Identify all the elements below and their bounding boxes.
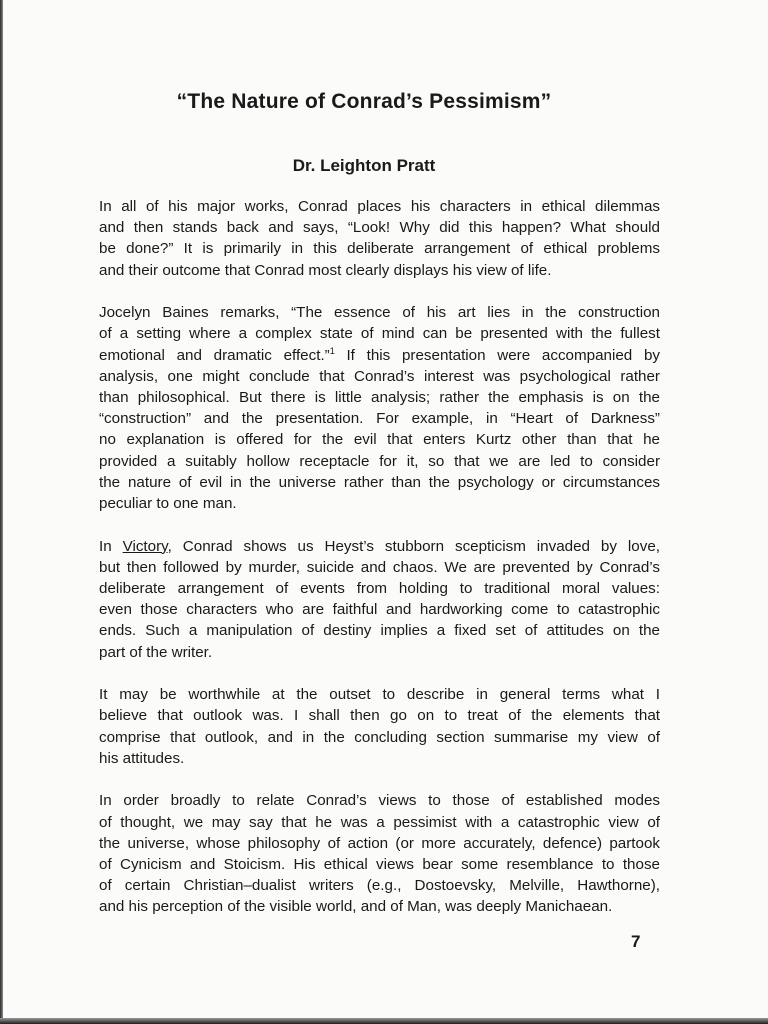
- page-bottom-edge: [0, 1018, 768, 1024]
- author-name: Dr. Leighton Pratt: [292, 156, 436, 175]
- text-line: than philosophical. But there is little analysis; rather the emphasis is on the: [99, 389, 660, 407]
- page-number: 7: [631, 932, 641, 951]
- text-line: It may be worthwhile at the outset to describe in general terms what I: [99, 686, 660, 704]
- text-line: and then stands back and says, “Look! Why did this happen? What should: [99, 219, 660, 237]
- body-text: [72, 196, 660, 939]
- text-line: Jocelyn Baines remarks, “The essence of his art lies in the construction: [99, 304, 660, 322]
- text-line: and his perception of the visible world, and of Man, was deeply Manichaean.: [99, 898, 613, 916]
- text-line: even those characters who are faithful and hardworking come to catastrophic: [99, 601, 660, 619]
- text-line: In order broadly to relate Conrad’s views to those of established modes: [99, 792, 660, 810]
- text-segment: emotional and dramatic effect.”: [99, 346, 330, 364]
- paragraph: [72, 196, 660, 281]
- text-line: [72, 536, 660, 557]
- text-line: his attitudes.: [99, 749, 185, 767]
- text-line: [72, 345, 660, 366]
- text-line: analysis, one might conclude that Conrad’s interest was psychological rather: [99, 367, 660, 385]
- paragraph: [72, 684, 660, 769]
- text-line: and their outcome that Conrad most clearly displays his view of life.: [99, 261, 552, 279]
- text-line: believe that outlook was. I shall then go on to treat of the elements that: [99, 707, 660, 725]
- text-segment: , Conrad shows us Heyst’s stubborn scepticism invaded by love,: [167, 537, 660, 555]
- text-line: of a setting where a complex state of mind can be presented with the fullest: [99, 325, 660, 343]
- page-left-edge: [0, 0, 3, 1024]
- underlined-title: Victory: [122, 537, 168, 555]
- text-line: but then followed by murder, suicide and chaos. We are prevented by Conrad’s: [99, 558, 660, 576]
- text-line: the universe, whose philosophy of action (or more accurately, defence) partook: [99, 834, 660, 852]
- text-line: provided a suitably hollow receptacle for it, so that we are led to consider: [99, 452, 660, 470]
- text-line: deliberate arrangement of events from holding to traditional moral values:: [99, 580, 660, 598]
- text-line: “construction” and the presentation. For example, in “Heart of Darkness”: [99, 410, 660, 428]
- document-title: “The Nature of Conrad’s Pessimism”: [176, 90, 552, 113]
- text-segment: In: [99, 537, 123, 555]
- text-line: the nature of evil in the universe rather than the psychology or circumstances: [99, 473, 660, 491]
- footnote-mark: 1: [329, 345, 335, 356]
- text-line: of Cynicism and Stoicism. His ethical views bear some resemblance to those: [99, 856, 660, 874]
- text-line: be done?” It is primarily in this deliberate arrangement of ethical problems: [99, 240, 660, 258]
- paragraph: [72, 302, 660, 514]
- text-segment: If this presentation were accompanied by: [334, 346, 660, 364]
- text-line: of thought, we may say that he was a pessimist with a catastrophic view of: [99, 813, 660, 831]
- text-line: comprise that outlook, and in the concluding section summarise my view of: [99, 728, 660, 746]
- paragraph: [72, 536, 660, 663]
- text-line: part of the writer.: [99, 643, 213, 661]
- text-line: In all of his major works, Conrad places his characters in ethical dilemmas: [99, 198, 660, 215]
- text-line: no explanation is offered for the evil that enters Kurtz other than that he: [99, 431, 660, 449]
- text-line: of certain Christian–dualist writers (e.g., Dostoevsky, Melville, Hawthorne),: [99, 877, 660, 895]
- paragraph: [72, 790, 660, 917]
- text-line: ends. Such a manipulation of destiny implies a fixed set of attitudes on the: [99, 622, 660, 640]
- text-line: peculiar to one man.: [99, 495, 237, 513]
